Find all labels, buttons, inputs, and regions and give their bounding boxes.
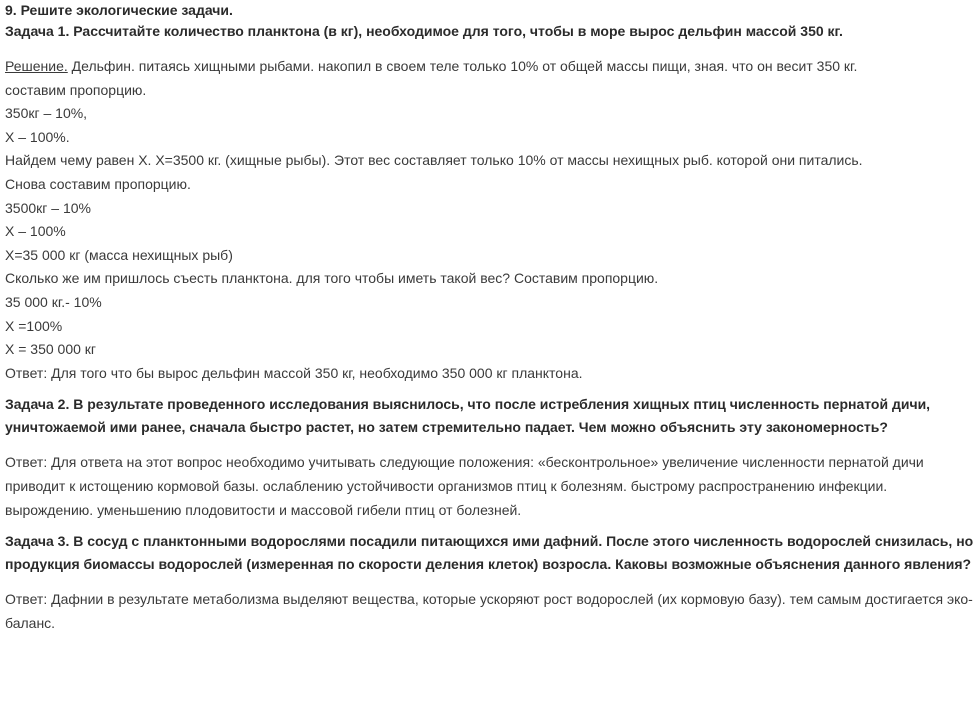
solution-line: X=35 000 кг (масса нехищных рыб) — [5, 246, 233, 263]
solution-label: Решение. — [5, 58, 68, 74]
document-page — [5, 0, 977, 635]
task1-answer: Ответ: Для того что бы вырос дельфин массой 350 кг, необходимо 350 000 кг планктона. — [5, 364, 583, 381]
solution-line: составим пропорцию. — [5, 81, 147, 98]
solution-line: X =100% — [5, 317, 63, 334]
task2-answer: Ответ: Для ответа на этот вопрос необходимо учитывать следующие положения: «бесконтрольное» увеличение численности пернатой дичи приводит к истощению кормовой базы. ослаблению устойчивости организмов птиц к болезням. быстрому распространению инфекции. вырождению. уменьшению плодовитости и массовой гибели птиц от болезней. — [5, 454, 924, 518]
task3-title: Задача 3. В сосуд с планктонными водорослями посадили питающихся ими дафний. После этого численность водорослей снизилась, но продукция биомассы водорослей (измеренная по скорости деления клеток) возросла. Каковы возможные объяснения данного явления? — [5, 533, 974, 573]
task1-solution-intro — [5, 55, 977, 79]
section-heading: 9. Решите экологические задачи. — [5, 2, 233, 18]
solution-line: X – 100%. — [5, 128, 70, 145]
task2-title: Задача 2. В результате проведенного исследования выяснилось, что после истребления хищных птиц численность пернатой дичи, уничтожаемой ими ранее, сначала быстро растет, но затем стремительно падает. Чем можно объяснить эту закономерность? — [5, 396, 931, 436]
task1-title: Задача 1. Рассчитайте количество планктона (в кг), необходимое для того, чтобы в море вырос дельфин массой 350 кг. — [5, 23, 843, 39]
solution-line: 3500кг – 10% — [5, 199, 91, 216]
task3-answer: Ответ: Дафнии в результате метаболизма выделяют вещества, которые ускоряют рост водорослей (их кормовую базу). тем самым достигается эко-баланс. — [5, 591, 973, 631]
solution-line: Снова составим пропорцию. — [5, 175, 191, 192]
solution-line: Найдем чему равен X. X=3500 кг. (хищные рыбы). Этот вес составляет только 10% от массы нехищных рыб. которой они питались. — [5, 152, 863, 169]
solution-line: X – 100% — [5, 223, 66, 240]
solution-line: Сколько же им пришлось съесть планктона. для того чтобы иметь такой вес? Составим пропорцию. — [5, 270, 659, 287]
solution-line: 350кг – 10%, — [5, 105, 88, 122]
solution-line: 35 000 кг.- 10% — [5, 293, 102, 310]
solution-line: X = 350 000 кг — [5, 341, 97, 358]
solution-intro-text: Дельфин. питаясь хищными рыбами. накопил в своем теле только 10% от общей массы пищи, зная. что он весит 350 кг. — [67, 58, 858, 74]
